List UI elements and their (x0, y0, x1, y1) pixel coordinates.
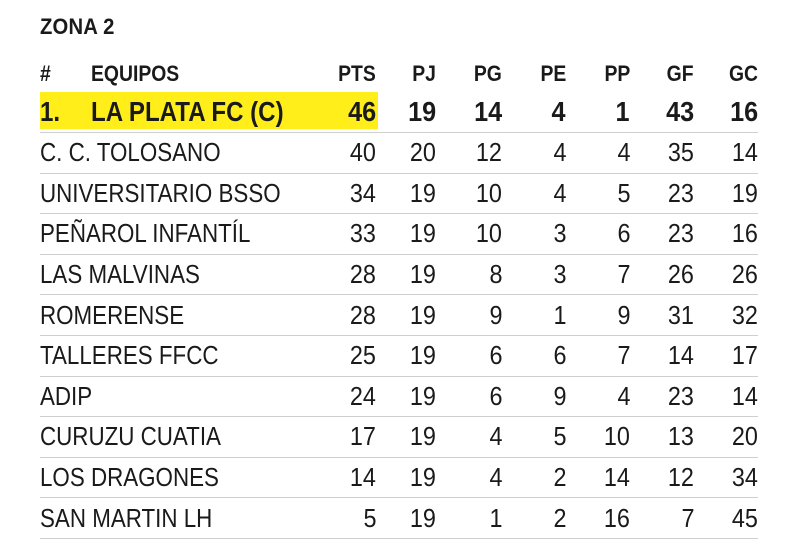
stat-pg: 14 (473, 96, 502, 127)
stat-pts: 17 (349, 421, 376, 452)
stat-pe: 6 (552, 340, 566, 371)
team-name: ROMERENSE (40, 299, 185, 330)
team-name: PEÑAROL INFANTÍL (40, 218, 251, 249)
stat-gf: 23 (667, 380, 694, 411)
stat-pp: 10 (603, 421, 630, 452)
stat-pts: 34 (349, 177, 376, 208)
table-row (40, 498, 758, 539)
stat-pts: 5 (362, 502, 376, 533)
stat-pj: 19 (409, 177, 436, 208)
stat-pg: 4 (488, 462, 502, 493)
stat-pe: 2 (552, 502, 566, 533)
header-pts: PTS (338, 61, 376, 86)
header-team: EQUIPOS (91, 61, 180, 86)
stat-pp: 6 (616, 218, 630, 249)
stat-pg: 6 (488, 380, 502, 411)
stat-gc: 14 (731, 137, 758, 168)
stat-pj: 19 (407, 96, 436, 127)
stat-gc: 19 (731, 177, 758, 208)
table-row (40, 255, 758, 296)
stat-gf: 23 (667, 177, 694, 208)
stat-pe: 3 (552, 218, 566, 249)
stat-pp: 9 (616, 299, 630, 330)
table-row (40, 133, 758, 174)
stat-pts: 33 (349, 218, 376, 249)
team-name: UNIVERSITARIO BSSO (40, 177, 281, 208)
stat-pj: 19 (409, 421, 436, 452)
stat-gc: 34 (731, 462, 758, 493)
stat-pj: 19 (409, 259, 436, 290)
header-gf: GF (667, 61, 694, 86)
stat-pg: 1 (488, 502, 502, 533)
stat-gf: 31 (667, 299, 694, 330)
stat-gc: 26 (731, 259, 758, 290)
stat-pts: 40 (349, 137, 376, 168)
team-name: LOS DRAGONES (40, 462, 219, 493)
table-row (40, 377, 758, 418)
stat-pts: 24 (349, 380, 376, 411)
stat-pe: 1 (552, 299, 566, 330)
stat-pj: 19 (409, 502, 436, 533)
table-row (40, 458, 758, 499)
stat-pe: 4 (552, 137, 566, 168)
team-name: LAS MALVINAS (40, 259, 200, 290)
stat-gc: 17 (731, 340, 758, 371)
stat-gc: 32 (731, 299, 758, 330)
stat-pp: 16 (603, 502, 630, 533)
stat-pp: 4 (616, 137, 630, 168)
stat-gf: 14 (667, 340, 694, 371)
stat-pg: 6 (488, 340, 502, 371)
stat-pe: 4 (551, 96, 566, 127)
table-row (40, 417, 758, 458)
stat-gf: 23 (667, 218, 694, 249)
stat-pp: 1 (615, 96, 630, 127)
stat-pts: 46 (347, 96, 376, 127)
stat-pe: 4 (552, 177, 566, 208)
stat-gc: 16 (729, 96, 758, 127)
table-row (40, 295, 758, 336)
stat-pe: 5 (552, 421, 566, 452)
header-position: # (40, 61, 51, 86)
stat-pj: 19 (409, 299, 436, 330)
header-pj: PJ (412, 61, 436, 86)
table-row-leader (40, 92, 758, 133)
stat-pg: 10 (475, 218, 502, 249)
stat-pe: 9 (552, 380, 566, 411)
team-name: ADIP (40, 380, 93, 411)
stat-pts: 14 (349, 462, 376, 493)
stat-gc: 16 (731, 218, 758, 249)
stat-pj: 19 (409, 380, 436, 411)
stat-pp: 4 (616, 380, 630, 411)
team-name: C. C. TOLOSANO (40, 137, 221, 168)
stat-pj: 19 (409, 218, 436, 249)
table-row (40, 174, 758, 215)
stat-gf: 13 (667, 421, 694, 452)
stat-pg: 12 (475, 137, 502, 168)
team-position: 1. (40, 96, 61, 127)
team-name: LA PLATA FC (C) (91, 96, 284, 127)
stat-pj: 19 (409, 340, 436, 371)
stat-pj: 20 (409, 137, 436, 168)
zone-title: ZONA 2 (40, 14, 115, 39)
header-pp: PP (604, 61, 630, 86)
standings-table (40, 56, 758, 539)
stat-gf: 12 (667, 462, 694, 493)
stat-pp: 7 (616, 259, 630, 290)
table-row (40, 336, 758, 377)
stat-pg: 4 (488, 421, 502, 452)
stat-pe: 3 (552, 259, 566, 290)
header-pg: PG (474, 61, 502, 86)
table-row (40, 214, 758, 255)
header-pe: PE (540, 61, 566, 86)
stat-pp: 7 (616, 340, 630, 371)
stat-pp: 14 (603, 462, 630, 493)
stat-pts: 28 (349, 259, 376, 290)
stat-pg: 10 (475, 177, 502, 208)
team-name: SAN MARTIN LH (40, 502, 213, 533)
team-name: CURUZU CUATIA (40, 421, 221, 452)
stat-gf: 43 (665, 96, 694, 127)
stat-pg: 8 (488, 259, 502, 290)
stat-gc: 20 (731, 421, 758, 452)
table-header-row (40, 56, 758, 92)
table-body (40, 92, 758, 539)
stat-pts: 28 (349, 299, 376, 330)
team-name: TALLERES FFCC (40, 340, 219, 371)
stat-gc: 45 (731, 502, 758, 533)
stat-pe: 2 (552, 462, 566, 493)
stat-pj: 19 (409, 462, 436, 493)
stat-gf: 35 (667, 137, 694, 168)
stat-pp: 5 (616, 177, 630, 208)
stat-gf: 26 (667, 259, 694, 290)
stat-gf: 7 (680, 502, 694, 533)
header-gc: GC (728, 61, 758, 86)
stat-pg: 9 (488, 299, 502, 330)
stat-pts: 25 (349, 340, 376, 371)
stat-gc: 14 (731, 380, 758, 411)
